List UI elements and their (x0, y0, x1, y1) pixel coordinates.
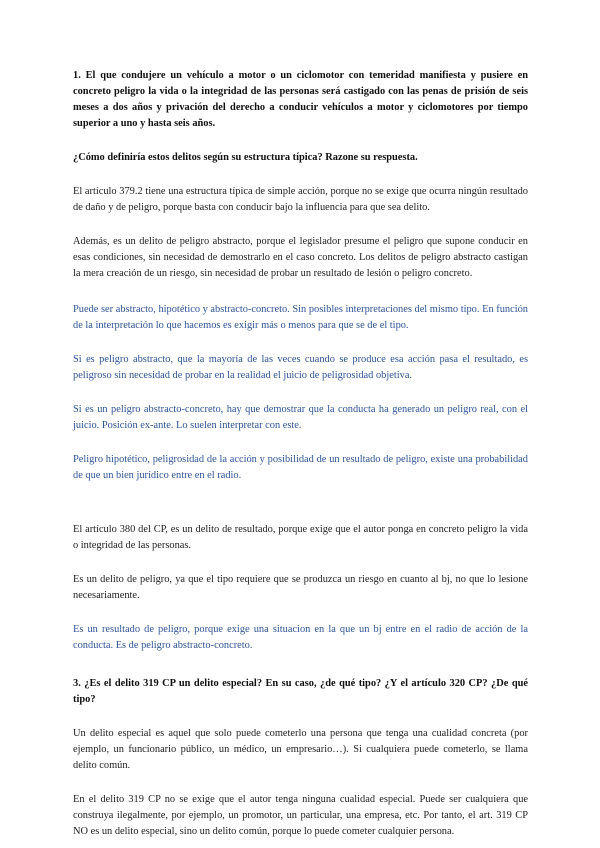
question-1-heading: 1. El que condujere un vehículo a motor o un ciclomotor con temeridad manifiesta y pusiere en concreto peligro la vida o la integridad de las personas será castigado con las penas de prisión de seis meses a dos años y privación del derecho a conducir vehículos a motor y ciclomotores por tiempo superior a uno y hasta seis años. (73, 70, 528, 129)
answer-paragraph: Además, es un delito de peligro abstracto, porque el legislador presume el peligro que supone conducir en esas condiciones, sin necesidad de demostrarlo en el caso concreto. Los delitos de peligro abstracto castigan la mera creación de un riesgo, sin necesidad de probar un resultado de lesión o peligro concreto. (73, 236, 528, 279)
note-paragraph: Peligro hipotético, peligrosidad de la acción y posibilidad de un resultado de peligro, existe una probabilidad de que un bien jurídico entre en el radio. (73, 454, 528, 481)
note-paragraph: Puede ser abstracto, hipotético y abstracto-concreto. Sin posibles interpretaciones del mismo tipo. En función de la interpretación lo que hacemos es exigir más o menos para que se de el tipo. (73, 304, 528, 331)
answer-paragraph: Un delito especial es aquel que solo puede cometerlo una persona que tenga una cualidad concreta (por ejemplo, un funcionario público, un médico, un empresario…). Si cualquiera puede cometerlo, se llama delito común. (73, 728, 528, 771)
note-paragraph: Si es peligro abstracto, que la mayoría de las veces cuando se produce esa acción pasa el resultado, es peligroso sin necesidad de probar en la realidad el juicio de peligrosidad objetiva. (73, 354, 528, 381)
answer-paragraph: En el delito 319 CP no se exige que el autor tenga ninguna cualidad especial. Puede ser cualquiera que construya ilegalmente, por ejemplo, un promotor, un particular, una empresa, etc. Por tanto, el art. 319 CP NO es un delito especial, sino un delito común, porque lo puede cometer cualquier persona. (73, 794, 528, 837)
note-paragraph: Si es un peligro abstracto-concreto, hay que demostrar que la conducta ha generado un peligro real, con el juicio. Posición ex-ante. Lo suelen interpretar con este. (73, 404, 528, 431)
question-3-heading: 3. ¿Es el delito 319 CP un delito especial? En su caso, ¿de qué tipo? ¿Y el artículo 320 CP? ¿De qué tipo? (73, 678, 528, 705)
document-page (73, 68, 528, 840)
answer-paragraph: El artículo 380 del CP, es un delito de resultado, porque exige que el autor ponga en concreto peligro la vida o integridad de las personas. (73, 524, 528, 551)
question-1-subquestion: ¿Cómo definiría estos delitos según su estructura típica? Razone su respuesta. (73, 152, 418, 163)
answer-paragraph: Es un delito de peligro, ya que el tipo requiere que se produzca un riesgo en cuanto al bj, no que lo lesione necesariamente. (73, 574, 528, 601)
note-paragraph: Es un resultado de peligro, porque exige una situacion en la que un bj entre en el radio de acción de la conducta. Es de peligro abstracto-concreto. (73, 624, 528, 651)
answer-paragraph: El artículo 379.2 tiene una estructura típica de simple acción, porque no se exige que ocurra ningún resultado de daño y de peligro, porque basta con conducir bajo la influencia para que sea delito. (73, 186, 528, 213)
